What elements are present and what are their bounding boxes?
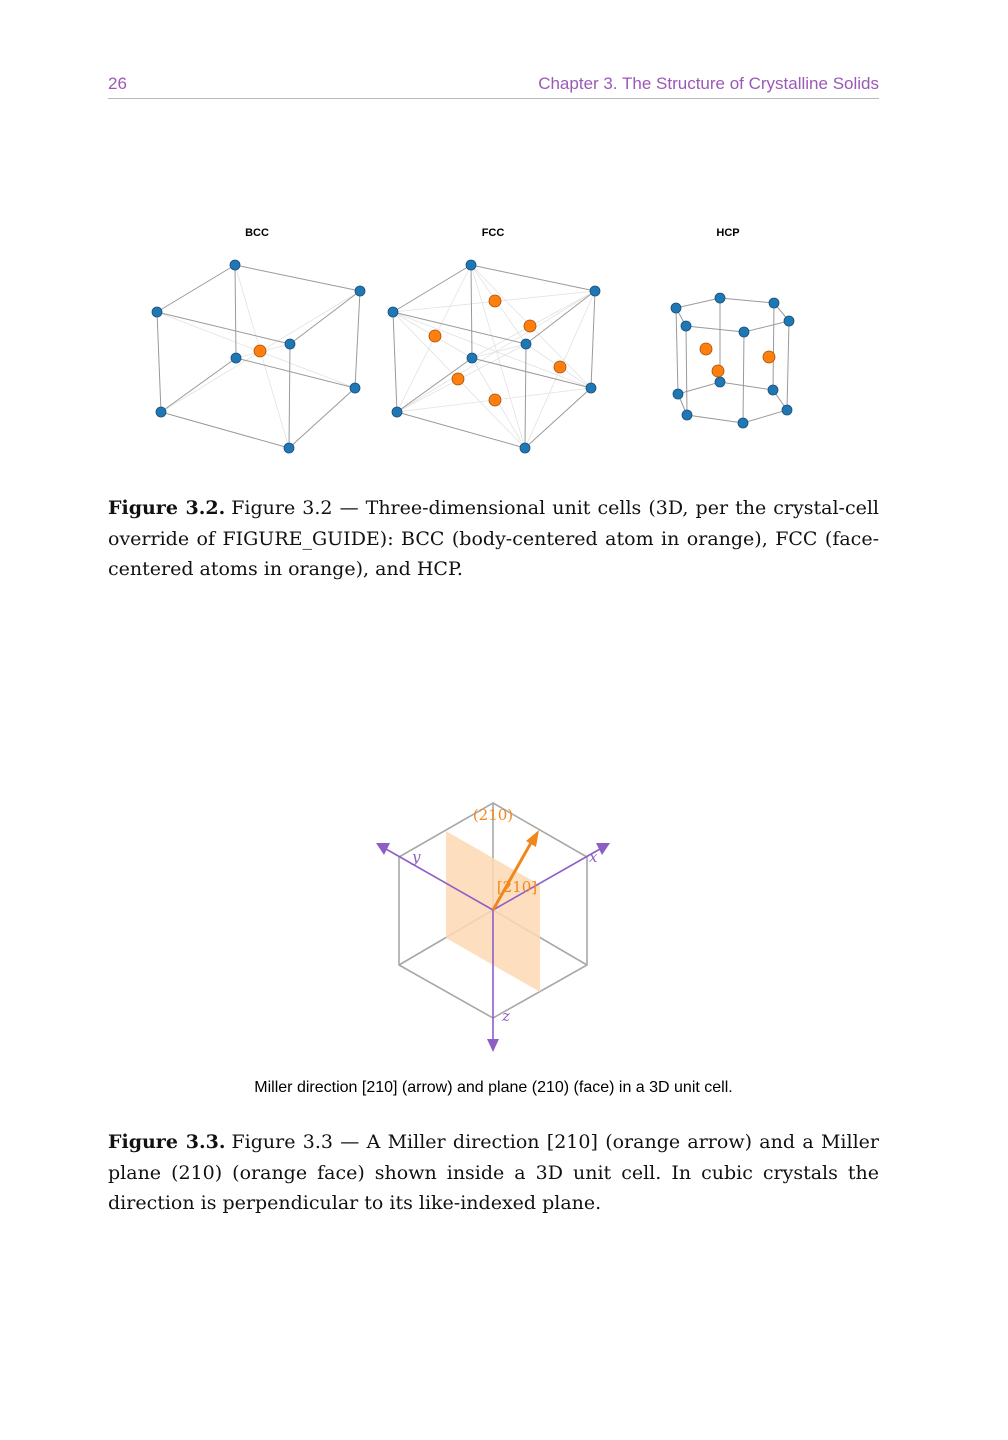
corner-atom: [392, 407, 402, 417]
hcp-atom: [782, 405, 792, 415]
hcp-atom: [715, 293, 725, 303]
hcp-atom: [715, 377, 725, 387]
face-center-atom: [554, 361, 566, 373]
miller-direction-label: [210]: [496, 878, 538, 896]
z-axis-label: z: [502, 1007, 510, 1025]
corner-atom: [350, 383, 360, 393]
corner-atom: [521, 339, 531, 349]
hcp-atom: [769, 298, 779, 308]
hcp-atom: [682, 410, 692, 420]
miller-plane-label: (210): [472, 806, 514, 824]
corner-atom: [355, 286, 365, 296]
fcc-title: FCC: [481, 227, 505, 239]
bcc-cell: [152, 227, 365, 453]
bcc-title: BCC: [245, 227, 269, 239]
hcp-interior-atom: [712, 365, 724, 377]
corner-atom: [231, 353, 241, 363]
fcc-cell: [388, 227, 600, 453]
corner-atom: [466, 260, 476, 270]
page-number: 26: [108, 74, 127, 93]
face-center-atom: [452, 373, 464, 385]
running-head: [108, 74, 879, 99]
corner-atom: [230, 260, 240, 270]
corner-atom: [156, 407, 166, 417]
hcp-interior-atom: [700, 343, 712, 355]
figure-3-2-caption: [108, 493, 879, 585]
corner-atom: [388, 307, 398, 317]
figure-3-2-label: Figure 3.2.: [108, 497, 226, 519]
face-center-atom: [489, 295, 501, 307]
corner-atom: [520, 443, 530, 453]
hcp-interior-atom: [763, 351, 775, 363]
hcp-atom: [768, 385, 778, 395]
corner-atom: [285, 339, 295, 349]
figure-3-2-caption-text: Figure 3.2 — Three-dimensional unit cells (3D, per the crystal-cell override of FIGURE_GUIDE): BCC (body-centered atom in orange), FCC (face-centered atoms in orange), and HCP.: [108, 497, 879, 580]
x-axis-arrowhead: [596, 843, 610, 855]
face-center-atom: [429, 330, 441, 342]
chapter-title: Chapter 3. The Structure of Crystalline Solids: [538, 74, 879, 93]
figure-3-3-label: Figure 3.3.: [108, 1131, 226, 1153]
corner-atom: [590, 286, 600, 296]
figure-3-3-inner-caption: Miller direction [210] (arrow) and plane (210) (face) in a 3D unit cell.: [254, 1079, 733, 1096]
miller-indices-figure: [360, 795, 630, 1065]
corner-atom: [586, 383, 596, 393]
hcp-atom: [671, 303, 681, 313]
fcc-edges: [393, 265, 595, 448]
figure-3-3-caption-text: Figure 3.3 — A Miller direction [210] (orange arrow) and a Miller plane (210) (orange face) shown inside a 3D unit cell. In cubic crystals the direction is perpendicular to its like-indexed plane.: [108, 1131, 879, 1214]
y-axis-arrowhead: [376, 843, 390, 855]
unit-cells-figure: [108, 205, 879, 475]
face-center-atom: [524, 320, 536, 332]
y-axis-label: y: [412, 848, 421, 866]
body-center-atom: [254, 345, 266, 357]
x-axis-label: x: [589, 848, 598, 866]
corner-atom: [467, 353, 477, 363]
hcp-title: HCP: [716, 227, 740, 239]
hcp-atom: [681, 321, 691, 331]
z-axis-arrowhead: [487, 1039, 499, 1052]
hcp-cell: [671, 227, 794, 428]
miller-direction-arrowhead: [526, 830, 539, 847]
hcp-atom: [738, 418, 748, 428]
hcp-atom: [739, 327, 749, 337]
hcp-atom: [673, 389, 683, 399]
corner-atom: [284, 443, 294, 453]
face-center-atom: [489, 394, 501, 406]
figure-3-3-caption: [108, 1127, 879, 1219]
corner-atom: [152, 307, 162, 317]
hcp-atom: [784, 316, 794, 326]
